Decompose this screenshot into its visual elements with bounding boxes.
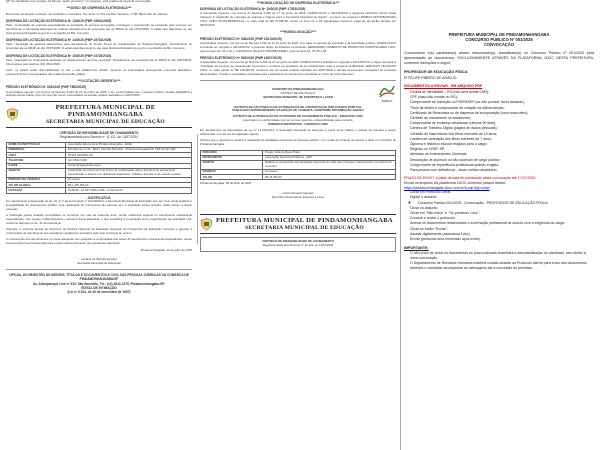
signature-role: Secretário Municipal de Esportes e Lazer xyxy=(271,195,325,200)
table-cell-value: Associação Esportiva Pindense - AEP xyxy=(263,155,396,160)
justificativa-title: JUSTIFICATIVA xyxy=(87,195,111,200)
list-item: • Anexar os documentos relacionados e a formação profissional de acordo com a exigência do cargo; xyxy=(410,221,594,226)
list-item: • Declaração de acúmulo ou não acúmulo de cargo público; xyxy=(410,158,594,163)
notice-title: ***HOMOLOGAÇÃO*** xyxy=(280,30,316,35)
table-cell-label: OBJETO xyxy=(7,169,66,178)
extrato-paragraph: Em atendimento às disposições da Lei nº 13.019/2014, a Secretaria Municipal de Esportes e Lazer torna público o extrato da parceria a seguir relacionada, nos termos da legislação vigente. xyxy=(200,128,396,137)
list-item: • Comprovante de endereço atualizado (últimos 90 dias); xyxy=(410,121,594,126)
intro-text: §2º Os candidatos que constam da lista de "pedro provisório" no processo, para análise da segunda convocação. xyxy=(6,0,152,3)
table-cell-label: CNPJ xyxy=(7,153,66,158)
substeps-list xyxy=(404,201,594,206)
notice-body: Após, os editais serão disponibilizados no site e nas plataformas oficiais, devendo os interessados acompanhar eventuais alterações, esclarecimentos e impugnações até a data da sessão pública. xyxy=(6,67,192,76)
place-date: Pindamonhangaba, 08 de julho de 2025 xyxy=(200,181,252,186)
org-name: MUNICÍPIO DE PINDAMONHANGABA xyxy=(272,86,324,91)
cargo-title: PROFESSOR DE EDUCAÇÃO FÍSICA: xyxy=(404,70,469,75)
table-cell-value: Rua Bem-te-vi, 34 - Bairro Vila São Benedito - Pindamonhangaba/SP, CEP 12.412-380 xyxy=(66,147,192,152)
column-divider xyxy=(197,134,198,244)
list-item: • Carteira de vacinação dos filhos menores de 7 anos; xyxy=(410,137,594,142)
extrato-subtitle: Autorizado em conformidade com as normas vigentes e disponibilizado para consulta. xyxy=(242,118,354,123)
notice-body: Para: "contratação de empresa especializada na prestação de serviços de locação, montagem e manutenção de estruturas para eventos" em atendimento à Secretaria Municipal de Cultura. Recebimento de propostas até as 09h00 do dia 14/07/2025. O edital está disponível no site www.pindamonhangaba.sp.gov.br e na plataforma BLL Compras. xyxy=(6,23,192,35)
list-item: • O não envio de todos os documentos no prazo indicado acarretará a desclassificação do candidato, sem direito a nova convocação. xyxy=(410,251,594,260)
concurso-title: CONCURSO PÚBLICO Nº 001/2025 xyxy=(465,37,533,42)
notice-body: A Autoridade Superior, nos termos do Decreto 6.026 de 27 de junho de 2025, HOMOLOGOU a licitação em epígrafe e ADJUDICOU o objeto referente à "prestação de serviços de manutenção preventiva e corretiva em aparelhos de ar-condicionado" para a empresa CLIMAVALE SERVIÇOS TÉCNICOS LTDA, no valor global de R$ 218.460,00, conforme ata da sessão pública realizada em 02/07/2025 e demais documentos constantes do processo administrativo, ficando a contratada convocada para a assinatura do instrumento contratual no prazo de cinco dias úteis. xyxy=(200,60,396,76)
list-item: • Clicar no Assunto; xyxy=(410,206,594,211)
table-cell-label: E-MAIL xyxy=(7,163,66,168)
list-item: • Clicar em "Não estou" e "Os próximos 1doc"; xyxy=(410,211,594,216)
candidate-name: 8º FELIPE RIBEIRO DE ARAÚJO xyxy=(404,75,457,80)
org-state: ESTADO DE SÃO PAULO xyxy=(281,90,315,95)
semelp-section xyxy=(200,84,396,200)
notice-title: ***AVISO DE DISPENSA ELETRÔNICA*** xyxy=(66,6,132,11)
semelp-logo-text: SEMELP xyxy=(381,99,393,103)
prefeitura-banner xyxy=(6,101,192,129)
importante-list xyxy=(404,251,594,270)
edital-title: EDITAL DE INTIMAÇÃO xyxy=(81,285,117,290)
notice-body: Encontram-se abertas no Depto. de Licitações e Contratos, sito na Av. N. Sra. Do Bom Sucesso, nº 58, Bairro Alto do Cardoso. xyxy=(6,11,169,16)
notice-subtitle: PREGÃO ELETRÔNICO Nº 033/2025 (PMP 7882/2025) xyxy=(6,85,86,90)
notice-body: A Autoridade Superior, nos termos do Decreto 6.026 de 27 de junho de 2025, com base no parecer da comissão e da autoridade jurídica, HOMOLOGOU a licitação em epígrafe e ADJUDICOU o presente objeto às licitantes vencedoras: MEDIFARMA COMÉRCIO DE PRODUTOS HOSPITALARES LTDA, para os itens 01, 04 e 09, e CIRÚRGICA VALE DO PARAÍBA EIRELI, para os itens 02, 03, 05 a 08. xyxy=(200,40,396,53)
certidao-table xyxy=(6,142,192,194)
table-cell-value: contato@apaepinda.org.br xyxy=(66,163,192,168)
certidao-subtitle: Regulamentada pelo Decreto nº 11.431, de 13/07/2024 xyxy=(262,243,334,248)
list-item: • Assinar digitalmente (assinatura 1doc); xyxy=(410,232,594,237)
list-item: • Carteira de Trabalho Digital (página de dados pessoais); xyxy=(410,126,594,131)
table-row xyxy=(7,169,192,178)
org-secretaria: SECRETARIA MUNICIPAL DE ESPORTES E LAZER xyxy=(263,94,333,99)
notice-title: ***LICITAÇÃO DESERTA*** xyxy=(77,79,121,84)
table-cell-value: Celebração de instrumento de Termo de Colaboração para o atendimento educacional especializado a alunos com deficiência intelectual, múltipla e transtorno do espectro autista xyxy=(66,169,192,178)
edital-law: (Lei nº 9.514, de 20 de novembro de 1997) xyxy=(67,290,131,295)
list-item: • Comprovante de inscrição no PIS/PASEP (se não possuir, favor declarar); xyxy=(410,100,594,105)
notice-body: A Autoridade Superior, nos termos do Decreto 6.026 de 27 de junho de 2025, HOMOLOGOU e ADJUDICOU a dispensa eletrônica acima citada referente à "aquisição de materiais de limpeza e higiene para a Secretaria Municipal de Saúde", em favor da empresa LIMPMAX DISTRIBUIDORA LTDA, CNPJ 33.215.884/0001-12, no valor total de R$ 47.892,30, sendo os itens 01 a 18 adjudicados conforme mapa de apuração, lavrado em 08/07/2025. xyxy=(200,11,396,28)
extrato-title: EXTRATO DE ATA PÚBLICO DE AUTORIZAÇÃO DE CONTRATAÇÃO POR EVENTO PONTUAL xyxy=(234,104,362,109)
table-cell-label: NOME DA INSTITUIÇÃO xyxy=(7,142,66,147)
certidao-title: CERTIDÃO DE INEXIGIBILIDADE DE CHAMAMENTO xyxy=(59,131,139,136)
signature-name: Luciana de Oliveira Ferreira xyxy=(81,257,117,262)
parceria-table xyxy=(200,150,396,181)
table-cell-label: PARCERIA xyxy=(201,150,263,155)
signature-role: Secretária Municipal de Educação xyxy=(77,261,121,266)
table-cell-label: ENDEREÇO xyxy=(7,147,66,152)
list-item: • O Departamento de Recursos Humanos manterá contato através do Protocolo aberto para envio dos documentos, devendo o candidato acompanhar as mensagens até a conclusão do processo. xyxy=(410,261,594,270)
steps-list-2 xyxy=(404,206,594,242)
list-item: • Registro no CREF-SP; xyxy=(410,147,594,152)
list-item: • Certificado de Reservista ou de dispensa de incorporação (sexo masculino); xyxy=(410,111,594,116)
place-date: Pindamonhangaba, 10 de julho de 2025 xyxy=(140,247,192,252)
banner-title: PREFEITURA MUNICIPAL DE PINDAMONHANGABA xyxy=(55,103,156,119)
notice-block-1 xyxy=(6,0,192,98)
prazo-text: PRAZO DE ENVIO: a partir da data de publicação desta convocação até 17/07/2025. xyxy=(404,176,537,181)
signature-name: Carlos Eduardo Mendes xyxy=(282,191,314,196)
steps-list xyxy=(404,190,594,200)
list-item: ◦ Concurso Público 001/2025 - Convocação - PROFESSOR DE EDUCAÇÃO FÍSICA xyxy=(418,201,594,206)
table-row xyxy=(201,161,396,170)
cartorio-block xyxy=(6,273,192,294)
convocacao-header: PREFEITURA MUNICIPAL DE PINDAMONHANGABA xyxy=(448,32,550,37)
importante-title: IMPORTANTE: xyxy=(404,245,429,250)
emendas-title: EMENDAS IMPOSITIVAS - EXERCÍCIO 2025 xyxy=(268,122,328,127)
table-cell-value: 12 meses xyxy=(66,177,192,182)
table-cell-value: (12) 3642-5466 xyxy=(66,158,192,163)
table-cell-label: PROPONENTE xyxy=(201,155,263,160)
table-cell-value: Projeto Vôlei de Base Pinda xyxy=(263,150,396,155)
list-item: • Diploma e histórico escolar exigidos para o cargo; xyxy=(410,142,594,147)
docs-title: DOCUMENTOS A ENVIAR - EM ARQUIVO PDF xyxy=(404,84,483,89)
column-right xyxy=(404,0,594,450)
1doc-link[interactable]: https://pindamonhangaba.1doc.com.br/b.php?pg=o/wp/ xyxy=(404,185,490,190)
list-item: • Atestado de Antecedentes Criminais; xyxy=(410,152,594,157)
certidao-box xyxy=(200,237,396,252)
list-item: • CPF (caso não conste no RG); xyxy=(410,95,594,100)
list-item: • Clicar em Protocolo Geral xyxy=(410,190,594,195)
extrato-paragraph: Informa que a parceria se destina à realização de atividades esportivas de interesse público, com vistas ao fomento do esporte e lazer no município de Pindamonhangaba. xyxy=(200,138,396,147)
table-cell-value: 12 meses xyxy=(263,169,396,174)
table-cell-value: R$ 1.256.000,00 xyxy=(66,183,192,188)
docs-list xyxy=(404,90,594,172)
table-cell-label: VALOR GLOBAL xyxy=(7,183,66,188)
table-cell-label: PERÍODO DE VIGÊNCIA xyxy=(7,177,66,182)
column-left xyxy=(6,0,192,450)
notice-body: A autoridade superior, nos termos do Decreto 6.026 de 27 de junho de 2025, e em conformidade com o parecer jurídico, declara DESERTA a licitação acima citada, uma vez que não houve interessados na sessão pública realizada em 03/07/2025. xyxy=(6,89,192,98)
list-item: • Clicar no botão "Enviar"; xyxy=(410,227,594,232)
cartorio-title: OFICIAL DO REGISTRO DE IMÓVEIS, TÍTULOS E DOCUMENTOS E CIVIL DAS PESSOAS JURÍDICAS DA COMARCA DE PINDAMONHANGABA/SP xyxy=(9,273,189,282)
extrato-title: EXTRATO DE AUTORIZAÇÃO DE ATIVIDADES DE CHAMAMENTO PÚBLICO - EXERCÍCIO 2025 xyxy=(233,114,363,119)
justificativa-paragraph: Ademais, a parceria atende às diretrizes da Política Nacional de Educação Especial na Perspectiva da Educação Inclusiva e garante a continuidade do atendimento aos estudantes atualmente assistidos pela rede municipal de ensino. xyxy=(6,227,192,235)
instrucoes-text: Enviar os arquivos via plataforma 1DOC conforme passos abaixo: xyxy=(404,181,507,186)
prefeitura-banner xyxy=(200,214,396,234)
notice-subtitle: PREGÃO ELETRÔNICO Nº 052/2025 (PMP 16007/2025) xyxy=(200,55,282,60)
table-cell-value: R$ 45.000,00 xyxy=(263,175,396,180)
table-row xyxy=(7,188,192,193)
table-cell-value: 02.08.06 - 12.367.0006.2.038 - 3.3.50.43.00 xyxy=(66,188,192,193)
column-middle xyxy=(200,0,396,450)
justificativa-paragraph: A instituição possui atuação consolidada no município há mais de quarenta anos, sendo referência regional no atendimento educacional especializado, com equipe multiprofissional e estrutura física adequada, o que inviabiliza a competição entre organizações da sociedade civil, conforme disposto no art. 31 da referida lei. xyxy=(6,212,192,225)
notice-body: Para: "Aquisição de combustível destinado ao abastecimento da frota municipal". Recebimento de propostas até as 09h00 do dia 16/07/2025. Informações pelo telefone (12) 3644-5600. xyxy=(6,57,192,66)
column-divider xyxy=(400,0,401,450)
table-cell-label: VIGÊNCIA xyxy=(201,169,263,174)
convocacao-title: CONVOCAÇÃO xyxy=(483,42,515,47)
table-cell-label: DOTAÇÃO xyxy=(7,188,66,193)
list-item: • Digitar o assunto: xyxy=(410,195,594,200)
banner-title: PREFEITURA MUNICIPAL DE PINDAMONHANGABA xyxy=(216,217,393,225)
justificativa-paragraph: Em atendimento à disposição do art. 32, § 1º da Lei Federal nº 13.019/2014, a Secretaria Municipal de Educação vem por meio desta justificar a inexigibilidade do chamamento público para celebração do instrumento de parceria com a instituição acima referida, pelas razões a seguir expostas. xyxy=(6,198,192,211)
city-crest-icon xyxy=(200,218,213,231)
city-crest-icon xyxy=(6,108,19,121)
notice-subtitle: DISPENSA DE LICITAÇÃO ELETRÔNICA Nº 10/2025 (PMP 17515/2025) xyxy=(200,7,306,12)
certidao-title: CERTIDÃO DE INEXIGIBILIDADE DE CHAMAMENTO xyxy=(262,239,334,244)
table-cell-label: TELEFONE xyxy=(7,158,66,163)
list-item: • Cédula de Identidade – RG (não será aceita CNH); xyxy=(410,90,594,95)
table-cell-value: 48.663.440/0001-25 xyxy=(66,153,192,158)
table-cell-label: VALOR xyxy=(201,175,263,180)
list-item: • Título de eleitor e comprovante de votação da última eleição; xyxy=(410,106,594,111)
list-item: • Certidão de Nascimento dos filhos menores de 14 anos; xyxy=(410,132,594,137)
list-item: • Concluir e enviar o protocolo; xyxy=(410,216,594,221)
table-cell-value: Associação Educacional Pindamonhangaba - APAE xyxy=(66,142,192,147)
cartorio-address: Av. Albuquerque Lins nº 510, São Benedito, Tel.: (12) 3642-1378, Pindamonhangaba-SP. xyxy=(33,281,165,286)
banner-subtitle: SECRETARIA MUNICIPAL DE EDUCAÇÃO xyxy=(245,224,364,231)
table-row xyxy=(201,175,396,180)
certidao-section xyxy=(6,131,192,266)
extrato-subtitle: PUBLICADO ANTERIORMENTE NA EDIÇÃO DE 17/06/2025, CONFORME INFORMAÇÃO ABAIXO xyxy=(232,108,364,113)
list-item: • Comprovante de experiência profissional quando exigido; xyxy=(410,163,594,168)
banner-subtitle: SECRETARIA MUNICIPAL DE EDUCAÇÃO xyxy=(46,118,165,125)
notice-body: Para: "Aquisição de gêneros alimentícios para atendimento do Fundo Social de Solidariedade de Pindamonhangaba". Recebimento de propostas até as 09h00 do dia 15/07/2025. O edital está disponível no site www.pindamonhangaba.sp.gov.br e na plataforma BLL Compras. xyxy=(6,42,192,51)
homologacao-block xyxy=(200,1,396,77)
list-item: • Certidão de nascimento ou casamento; xyxy=(410,116,594,121)
list-item: • Para pessoa com deficiência – laudo médico atualizado. xyxy=(410,168,594,173)
certidao-subtitle: Regulamentada pelo Decreto nº 11.431, de 13/07/2024 xyxy=(60,135,138,140)
list-item: • Enviar (protocolo será encerrado após envio). xyxy=(410,237,594,242)
notice-subtitle: DISPENSA DE LICITAÇÃO ELETRÔNICA Nº 13/2025 (PMP 19601/2025) xyxy=(6,18,112,23)
table-cell-label: OBJETO xyxy=(201,161,263,170)
table-cell-value: Realizar a manutenção das atividades esportivas de vôlei para crianças e adolescentes nos bairros do município xyxy=(263,161,396,170)
notice-subtitle: PREGÃO ELETRÔNICO Nº 048/2025 (PMP 15213/2025) xyxy=(200,36,282,41)
semelp-logo-icon xyxy=(378,84,396,98)
convocacao-intro: Convocamos o(s) candidato(s) abaixo relacionado(s), classificado(s) no Concurso Público nº 001/2025 para apresentação de documentos, EXCLUSIVAMENTE ATRAVÉS DA PLATAFORMA 1DOC DESTA PREFEITURA, conforme instruções a seguir: xyxy=(404,51,594,65)
notice-subtitle: DISPENSA DE LICITAÇÃO ELETRÔNICA Nº 14/2025 (PMP 19716/2025) xyxy=(6,38,112,43)
justificativa-paragraph: A manutenção dos atendimentos em local adequado tem garantido a continuidade das ações de atendimento educacional especializado, sendo imprescindível sua manutenção para o pleno desenvolvimento dos estudantes atendidos. xyxy=(6,237,192,246)
notice-title: ***HOMOLOGAÇÃO DE DISPENSA ELETRÔNICA*** xyxy=(256,1,340,5)
notice-subtitle: DISPENSA DE LICITAÇÃO ELETRÔNICA Nº 15/2025 (PMP 19720/2025) xyxy=(6,53,112,58)
